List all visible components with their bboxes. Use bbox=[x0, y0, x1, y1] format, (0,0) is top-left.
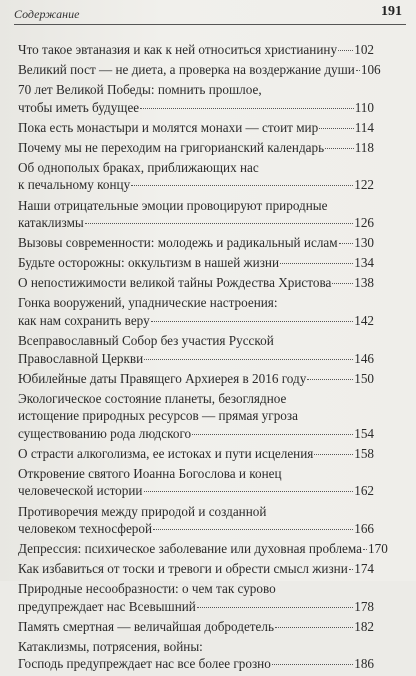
section-title: Содержание bbox=[14, 7, 80, 21]
toc-entry[interactable] bbox=[18, 119, 374, 137]
toc-entry-page: 126 bbox=[354, 215, 374, 231]
dot-leader bbox=[144, 491, 354, 492]
toc-entry-title: истощение природных ресурсов — прямая угроза bbox=[18, 408, 298, 424]
toc-entry-last-line bbox=[18, 350, 374, 368]
toc-entry-page: 146 bbox=[354, 350, 374, 366]
toc-entry-last-line bbox=[18, 598, 374, 616]
toc-entry-page: 178 bbox=[354, 598, 374, 614]
toc-entry-title: Вызовы современности: молодежь и радикальный ислам bbox=[18, 235, 338, 251]
toc-entry-page: 150 bbox=[354, 370, 374, 386]
toc-entry[interactable] bbox=[18, 638, 374, 673]
toc-entry-title: Экологическое состояние планеты, безоглядное bbox=[18, 390, 287, 406]
toc-entry-title: Почему мы не переходим на григорианский календарь bbox=[18, 139, 325, 155]
toc-entry[interactable] bbox=[18, 159, 374, 194]
toc-entry-title: Как избавиться от тоски и тревоги и обрести смысл жизни bbox=[18, 561, 348, 577]
toc-entry[interactable] bbox=[18, 618, 374, 636]
dot-leader bbox=[131, 185, 353, 186]
toc-entry[interactable] bbox=[18, 560, 374, 578]
toc-entry-title: Память смертная — величайшая добродетель bbox=[18, 618, 275, 634]
dot-leader bbox=[197, 607, 353, 608]
toc-entry-page: 106 bbox=[360, 62, 381, 78]
table-of-contents bbox=[18, 41, 388, 676]
header-divider bbox=[14, 24, 406, 25]
toc-entry-title: Об однополых браках, приближающих нас bbox=[18, 159, 259, 175]
toc-entry-title: чтобы иметь будущее bbox=[18, 99, 140, 115]
dot-leader bbox=[356, 70, 360, 71]
toc-entry-title: к печальному концу bbox=[18, 177, 131, 193]
toc-entry-title: Великий пост — не диета, а проверка на воздержание души bbox=[18, 62, 355, 78]
toc-entry[interactable] bbox=[18, 445, 374, 463]
toc-entry-page: 118 bbox=[354, 139, 374, 155]
dot-leader bbox=[275, 627, 353, 628]
toc-entry-title: человеческой истории bbox=[18, 483, 143, 499]
toc-entry-last-line bbox=[18, 214, 374, 232]
dot-leader bbox=[325, 148, 354, 149]
toc-entry-last-line bbox=[18, 482, 374, 500]
toc-entry-title: О страсти алкоголизма, ее истоках и пути исцеления bbox=[18, 445, 314, 461]
toc-entry[interactable] bbox=[18, 390, 374, 443]
toc-entry-title: как нам сохранить веру bbox=[18, 312, 150, 328]
toc-entry[interactable] bbox=[18, 465, 374, 500]
toc-entry[interactable] bbox=[18, 274, 374, 292]
dot-leader bbox=[153, 529, 353, 530]
dot-leader bbox=[332, 283, 353, 284]
toc-entry-page: 170 bbox=[368, 541, 388, 557]
toc-entry-page: 186 bbox=[354, 656, 374, 672]
toc-entry-title: человеком техносферой bbox=[18, 521, 153, 536]
toc-entry-title: Противоречия между природой и созданной bbox=[18, 503, 267, 519]
toc-entry-last-line bbox=[18, 176, 374, 194]
toc-entry-title: Будьте осторожны: оккультизм в нашей жизни bbox=[18, 255, 280, 271]
toc-entry-title: О непостижимости великой тайны Рождества Христова bbox=[18, 275, 332, 291]
toc-entry-title: Пока есть монастыри и молятся монахи — стоит мир bbox=[18, 119, 319, 135]
toc-entry-page: 182 bbox=[354, 618, 374, 634]
dot-leader bbox=[319, 128, 354, 129]
dot-leader bbox=[192, 434, 353, 435]
dot-leader bbox=[307, 379, 353, 380]
toc-entry[interactable] bbox=[18, 197, 374, 232]
toc-entry[interactable] bbox=[18, 540, 388, 558]
toc-entry[interactable] bbox=[18, 503, 374, 538]
toc-entry-page: 162 bbox=[354, 483, 374, 499]
toc-entry-title: Господь предупреждает нас все более грозно bbox=[18, 656, 271, 672]
toc-entry-title: Гонка вооружений, упаднические настроения: bbox=[18, 295, 278, 311]
dot-leader bbox=[338, 50, 353, 51]
toc-entry[interactable] bbox=[18, 332, 374, 367]
toc-entry-page: 102 bbox=[354, 42, 374, 57]
toc-entry-page: 142 bbox=[354, 312, 374, 328]
toc-entry[interactable] bbox=[18, 580, 374, 615]
toc-entry[interactable] bbox=[18, 294, 374, 329]
toc-entry-title: существованию рода людского bbox=[18, 425, 192, 441]
toc-entry-title: Наши отрицательные эмоции провоцируют природные bbox=[18, 197, 328, 213]
toc-entry-last-line bbox=[18, 312, 374, 330]
toc-entry-title: Откровение святого Иоанна Богослова и конец bbox=[18, 465, 282, 481]
toc-entry[interactable] bbox=[18, 81, 374, 116]
toc-entry[interactable] bbox=[18, 41, 374, 59]
toc-entry-last-line bbox=[18, 99, 374, 117]
toc-entry-title: 70 лет Великой Победы: помнить прошлое, bbox=[18, 82, 262, 98]
dot-leader bbox=[151, 321, 354, 322]
toc-entry-title: Депрессия: психическое заболевание или духовная проблема bbox=[18, 541, 363, 557]
toc-entry-page: 114 bbox=[354, 119, 374, 135]
dot-leader bbox=[280, 263, 353, 264]
toc-entry[interactable] bbox=[18, 139, 374, 157]
toc-entry[interactable] bbox=[18, 370, 374, 388]
toc-entry[interactable] bbox=[18, 234, 374, 252]
dot-leader bbox=[349, 569, 353, 570]
toc-entry-title: предупреждает нас Всевышний bbox=[18, 598, 196, 614]
dot-leader bbox=[272, 664, 353, 665]
toc-entry-page: 122 bbox=[354, 177, 374, 193]
toc-entry[interactable] bbox=[18, 254, 374, 272]
toc-entry-title: Что такое эвтаназия и как к ней относиться христианину bbox=[18, 42, 338, 57]
toc-entry-page: 174 bbox=[354, 561, 374, 577]
page-number: 191 bbox=[381, 4, 402, 19]
toc-entry-title: Всеправославный Собор без участия Русской bbox=[18, 333, 274, 349]
page-header bbox=[14, 4, 406, 26]
toc-entry-title: Катаклизмы, потрясения, войны: bbox=[18, 638, 203, 654]
toc-entry-title: Природные несообразности: о чем так сурово bbox=[18, 581, 276, 597]
toc-entry-page: 134 bbox=[354, 255, 374, 271]
toc-entry-last-line bbox=[18, 520, 374, 538]
dot-leader bbox=[314, 454, 353, 455]
dot-leader bbox=[363, 549, 367, 550]
toc-entry-page: 166 bbox=[354, 521, 374, 536]
toc-entry-title: катаклизмы bbox=[18, 215, 84, 231]
toc-entry-page: 110 bbox=[354, 99, 374, 115]
dot-leader bbox=[339, 243, 354, 244]
toc-entry-page: 130 bbox=[354, 235, 374, 251]
dot-leader bbox=[140, 108, 354, 109]
toc-entry-page: 138 bbox=[354, 275, 374, 291]
toc-entry-page: 154 bbox=[354, 425, 374, 441]
toc-entry-title: Православной Церкви bbox=[18, 350, 144, 366]
toc-entry[interactable] bbox=[18, 61, 381, 79]
toc-entry-last-line bbox=[18, 655, 374, 673]
dot-leader bbox=[144, 359, 353, 360]
toc-entry-page: 158 bbox=[354, 445, 374, 461]
toc-entry-title: Юбилейные даты Правящего Архиерея в 2016 году bbox=[18, 370, 307, 386]
dot-leader bbox=[85, 223, 353, 224]
toc-entry-last-line bbox=[18, 425, 374, 443]
